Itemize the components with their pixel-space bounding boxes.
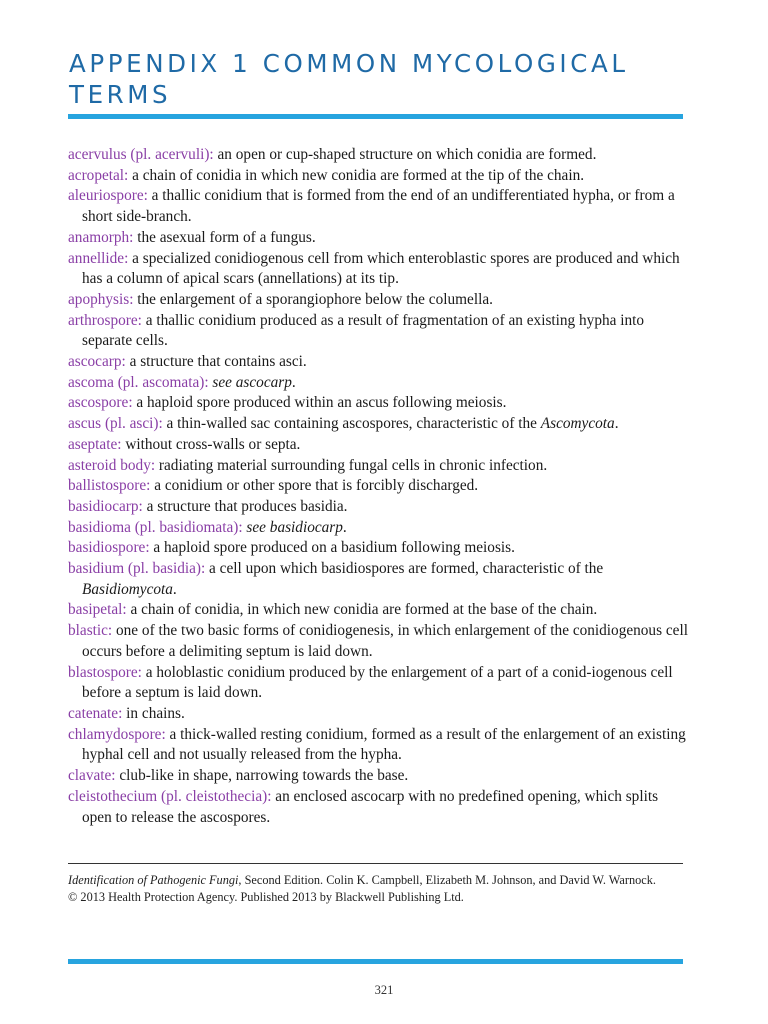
citation-line	[68, 872, 683, 889]
entry-punctuation: .	[342, 518, 347, 536]
glossary-entry	[68, 518, 688, 539]
glossary-definition: the enlargement of a sporangiophore below the columella.	[133, 290, 493, 308]
glossary-term: ascospore:	[68, 394, 133, 412]
glossary-definition: a structure that contains asci.	[125, 353, 307, 371]
glossary-entry	[68, 228, 688, 249]
glossary-entry	[68, 538, 688, 559]
glossary-term: cleistothecium (pl. cleistothecia):	[68, 787, 272, 805]
glossary-entry	[68, 145, 688, 166]
citation-text: , Second Edition. Colin K. Campbell, Elizabeth M. Johnson, and David W. Warnock.	[238, 873, 656, 887]
glossary-term: aseptate:	[68, 435, 122, 453]
glossary-term: blastic:	[68, 622, 113, 640]
glossary-definition: a conidium or other spore that is forcibly discharged.	[150, 477, 479, 495]
cross-reference: see ascocarp	[208, 373, 292, 391]
glossary-term: aleuriospore:	[68, 187, 148, 205]
cross-reference: Basidiomycota	[82, 580, 173, 598]
book-title: Identification of Pathogenic Fungi	[68, 873, 239, 887]
entry-punctuation: .	[291, 373, 296, 391]
glossary-entry	[68, 414, 688, 435]
glossary-term: chlamydospore:	[68, 725, 166, 743]
glossary-entry	[68, 725, 688, 766]
glossary-definition: a cell upon which basidiospores are formed, characteristic of the	[205, 560, 604, 578]
glossary-term: clavate:	[68, 767, 116, 785]
glossary-definition: a specialized conidiogenous cell from which enteroblastic spores are produced and which has a column of apical scars (annellations) at its tip.	[82, 249, 680, 288]
glossary-definition: a chain of conidia in which new conidia are formed at the tip of the chain.	[128, 166, 585, 184]
glossary-definition: in chains.	[122, 704, 185, 722]
glossary-term: basipetal:	[68, 601, 127, 619]
glossary-definition: a chain of conidia, in which new conidia are formed at the base of the chain.	[126, 601, 598, 619]
glossary-term: basidiocarp:	[68, 497, 143, 515]
glossary-definition: an enclosed ascocarp with no predefined opening, which splits open to release the ascospores.	[82, 787, 659, 826]
copyright-line: © 2013 Health Protection Agency. Published 2013 by Blackwell Publishing Ltd.	[68, 889, 464, 904]
glossary-entry	[68, 787, 688, 828]
glossary-entry	[68, 373, 688, 394]
glossary-term: acropetal:	[68, 166, 129, 184]
glossary-term: arthrospore:	[68, 311, 142, 329]
glossary-term: ascocarp:	[68, 353, 126, 371]
glossary-definition: the asexual form of a fungus.	[133, 228, 316, 246]
glossary-definition: a structure that produces basidia.	[142, 497, 348, 515]
glossary-entry	[68, 352, 688, 373]
glossary-definition: radiating material surrounding fungal cells in chronic infection.	[155, 456, 548, 474]
glossary-term: anamorph:	[68, 228, 134, 246]
footer-rule	[68, 863, 683, 864]
glossary-definition: without cross-walls or septa.	[121, 435, 301, 453]
glossary-entry	[68, 559, 688, 600]
glossary-entry	[68, 497, 688, 518]
glossary-definition: a thin-walled sac containing ascospores, characteristic of the	[162, 415, 541, 433]
glossary-definition: a haploid spore produced on a basidium following meiosis.	[149, 539, 515, 557]
glossary-entry	[68, 704, 688, 725]
cross-reference: Ascomycota	[540, 415, 615, 433]
glossary-term: ascoma (pl. ascomata):	[68, 373, 209, 391]
glossary-term: basidiospore:	[68, 539, 150, 557]
glossary-entry	[68, 766, 688, 787]
glossary-entry	[68, 476, 688, 497]
glossary-entry	[68, 456, 688, 477]
glossary-term: basidium (pl. basidia):	[68, 560, 206, 578]
page-title: APPENDIX 1 COMMON MYCOLOGICAL TERMS	[69, 49, 629, 109]
glossary-entry	[68, 249, 688, 290]
glossary-term: acervulus (pl. acervuli):	[68, 146, 214, 163]
glossary-term: asteroid body:	[68, 456, 156, 474]
glossary-entry	[68, 290, 688, 311]
glossary-term: blastospore:	[68, 663, 142, 681]
glossary-entry	[68, 600, 688, 621]
entry-punctuation: .	[172, 580, 177, 598]
glossary-term: catenate:	[68, 704, 123, 722]
glossary-term: apophysis:	[68, 290, 134, 308]
glossary-entry	[68, 166, 688, 187]
glossary-definition: club-like in shape, narrowing towards the base.	[115, 767, 409, 785]
entry-punctuation: .	[614, 415, 619, 433]
glossary-entry	[68, 186, 688, 227]
bottom-rule	[68, 959, 683, 964]
glossary-entry	[68, 621, 688, 662]
glossary-entry	[68, 663, 688, 704]
glossary-term: basidioma (pl. basidiomata):	[68, 518, 243, 536]
title-rule	[68, 114, 683, 119]
glossary-entry	[68, 393, 688, 414]
glossary-definition: one of the two basic forms of conidiogenesis, in which enlargement of the conidiogenous cell occurs before a delimiting septum is laid down.	[82, 622, 688, 660]
glossary-term: annellide:	[68, 249, 129, 267]
glossary-list	[68, 145, 688, 828]
page-number: 321	[374, 983, 394, 997]
glossary-definition: a thallic conidium produced as a result of fragmentation of an existing hypha into separate cells.	[82, 311, 645, 350]
glossary-term: ballistospore:	[68, 477, 151, 495]
glossary-definition: a holoblastic conidium produced by the enlargement of a part of a conid-iogenous cell before a septum is laid down.	[82, 663, 673, 702]
cross-reference: see basidiocarp	[242, 518, 343, 536]
glossary-entry	[68, 435, 688, 456]
footer-citation	[68, 872, 683, 905]
glossary-definition: a haploid spore produced within an ascus following meiosis.	[132, 394, 507, 412]
glossary-definition: an open or cup-shaped structure on which conidia are formed.	[213, 146, 597, 163]
glossary-definition: a thallic conidium that is formed from the end of an undifferentiated hypha, or from a short side-branch.	[82, 187, 675, 226]
glossary-definition: a thick-walled resting conidium, formed as a result of the enlargement of an existing hyphal cell and not usually released from the hypha.	[82, 725, 686, 764]
glossary-term: ascus (pl. asci):	[68, 415, 163, 433]
glossary-entry	[68, 311, 688, 352]
